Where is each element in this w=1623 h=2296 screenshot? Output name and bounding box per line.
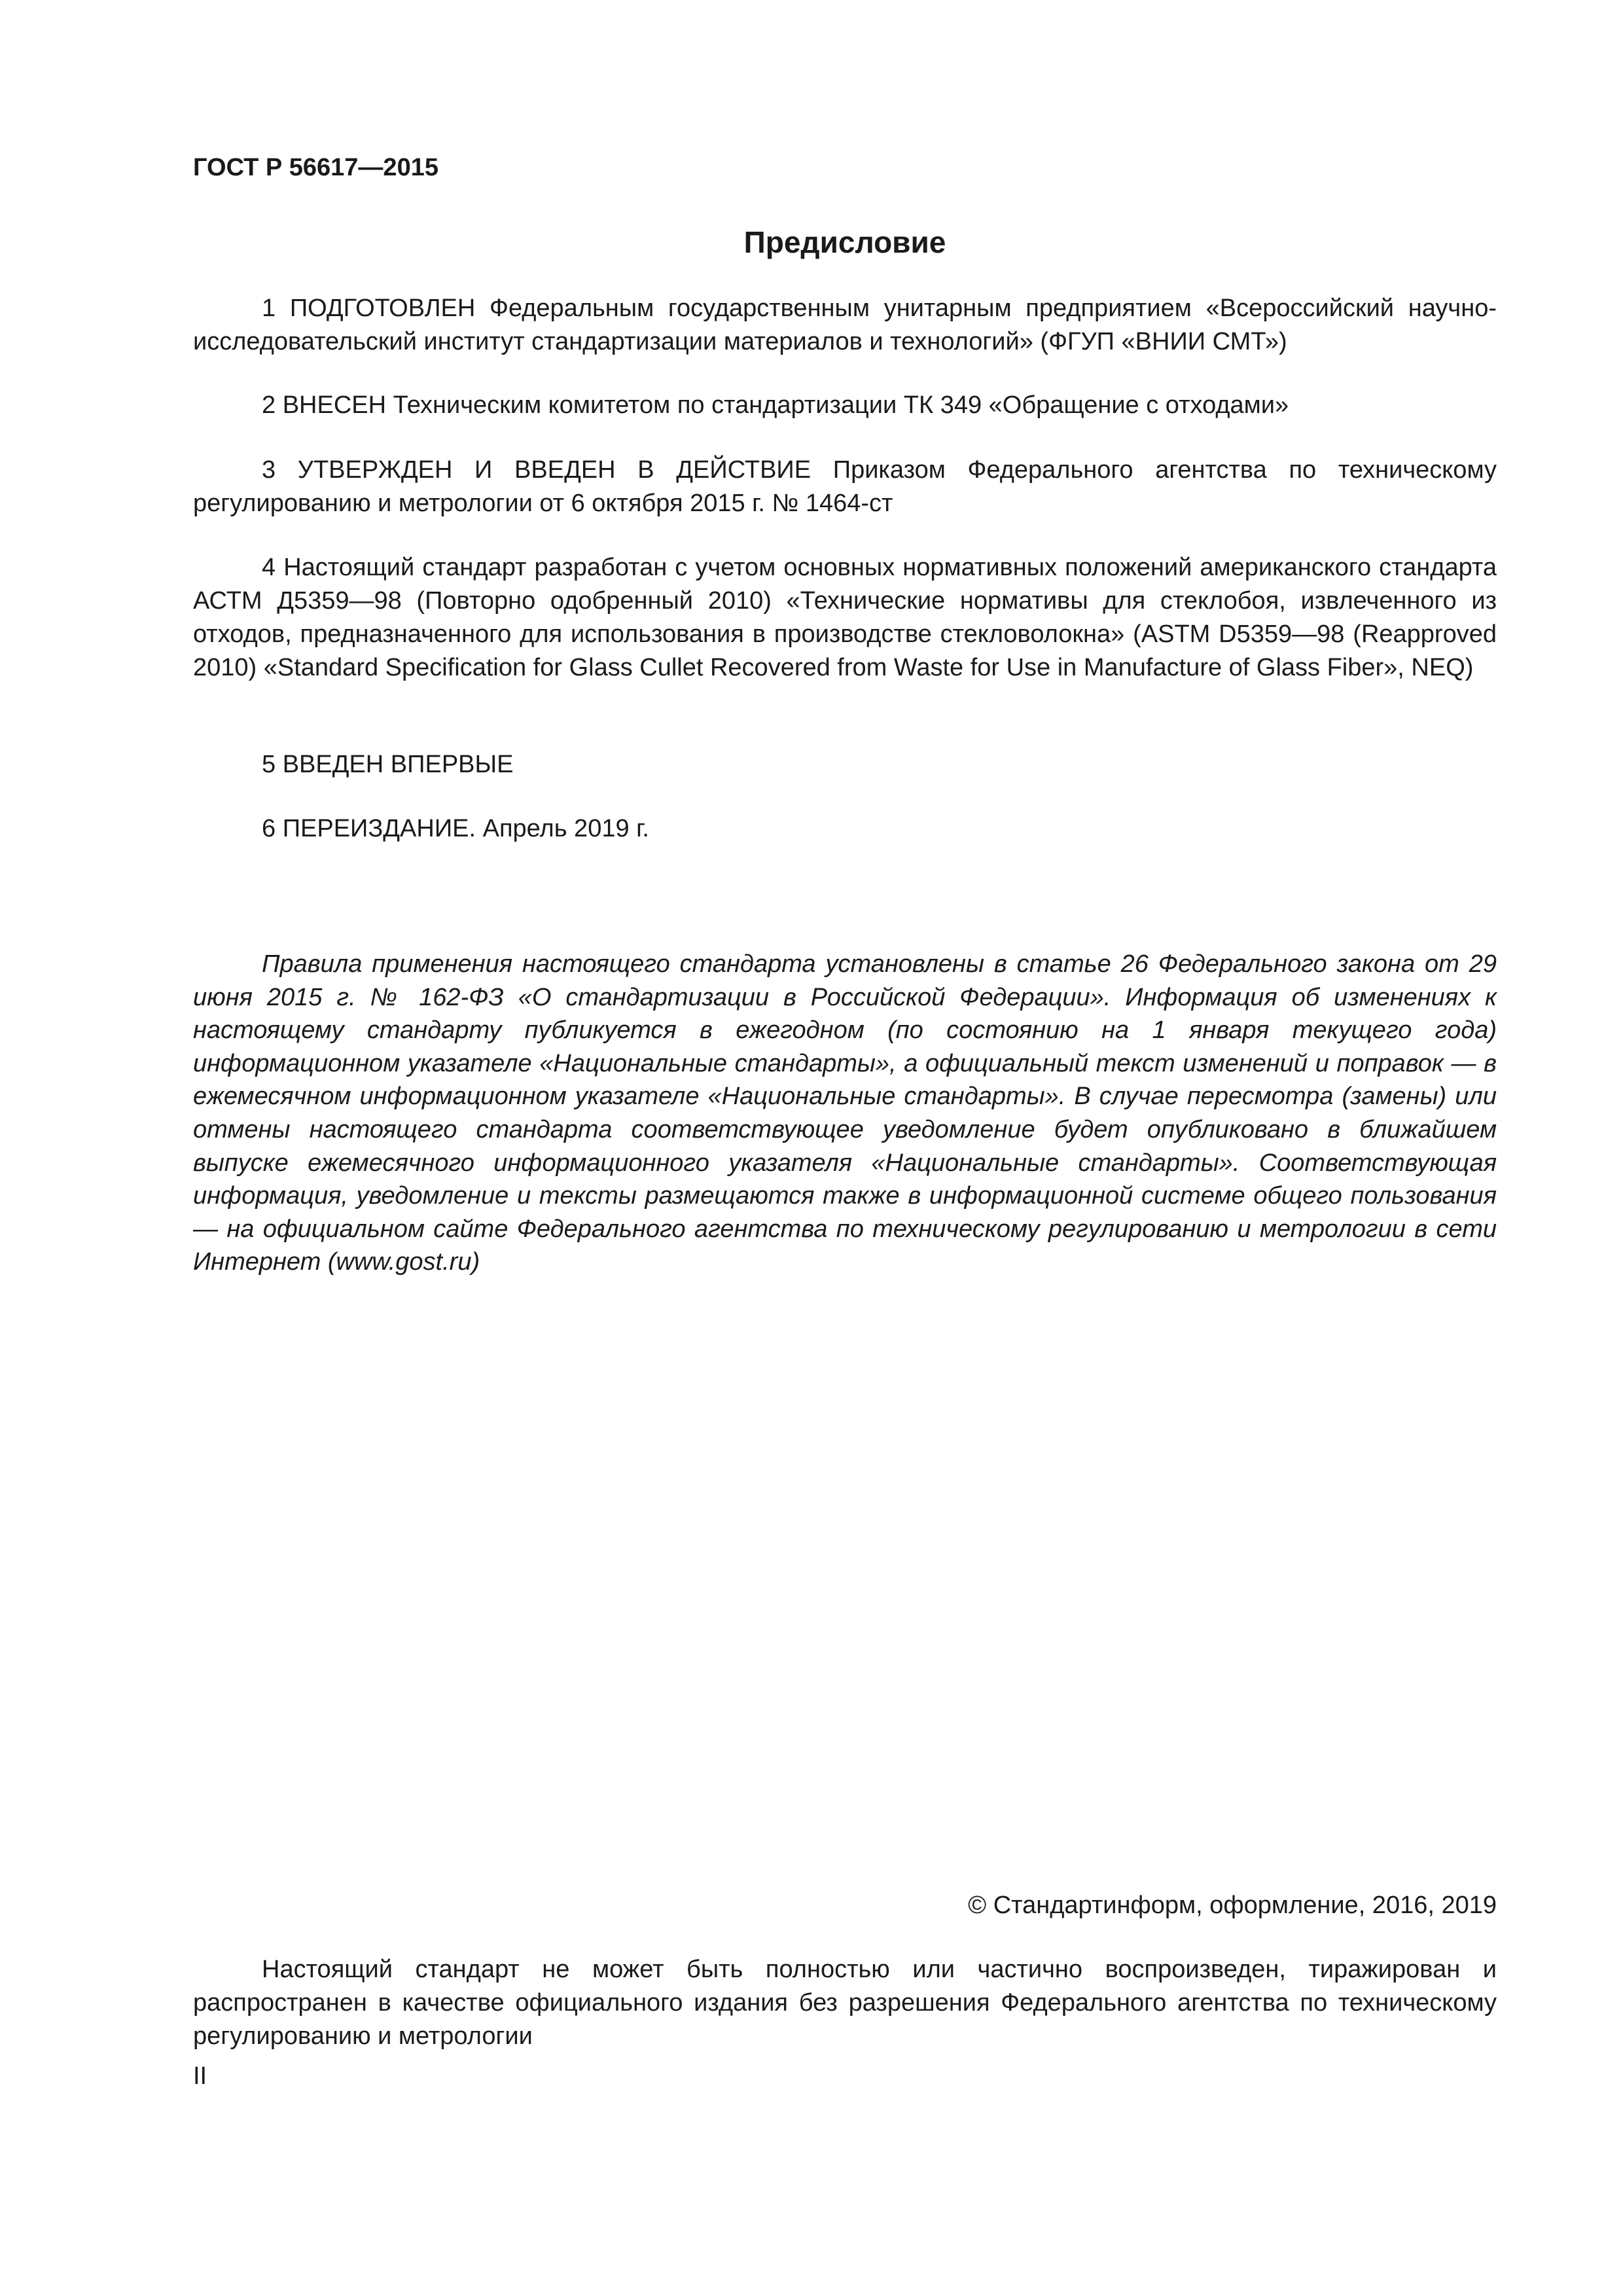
- page-number: II: [193, 2062, 207, 2090]
- foreword-item-1: 1 ПОДГОТОВЛЕН Федеральным государственным унитарным предприятием «Всероссийский научно-исследовательский институт стандартизации материалов и технологий» (ФГУП «ВНИИ СМТ»): [193, 295, 1497, 355]
- copyright-line: © Стандартинформ, оформление, 2016, 2019: [968, 1892, 1497, 1919]
- document-code: ГОСТ Р 56617—2015: [193, 154, 438, 181]
- foreword-item-5: 5 ВВЕДЕН ВПЕРВЫЕ: [262, 751, 514, 778]
- page-title: Предисловие: [743, 225, 946, 259]
- application-rules-notice: Правила применения настоящего стандарта установлены в статье 26 Федерального закона от 29 июня 2015 г. № 162-ФЗ «О стандартизации в Российской Федерации». Информация об изменениях к настоящему стандарту публикуется в ежегодном (по состоянию на 1 января текущего года) информационном указателе «Национальные стандарты», а официальный текст изменений и поправок — в ежемесячном информационном указателе «Национальные стандарты». В случае пересмотра (замены) или отмены настоящего стандарта соответствующее уведомление будет опубликовано в ближайшем выпуске ежемесячного информационного указателя «Национальные стандарты». Соответствующая информация, уведомление и тексты размещаются также в информационной системе общего пользования — на официальном сайте Федерального агентства по техническому регулированию и метрологии в сети Интернет (www.gost.ru): [193, 950, 1497, 1276]
- foreword-item-4: 4 Настоящий стандарт разработан с учетом основных нормативных положений американского стандарта АСТМ Д5359—98 (Повторно одобренный 2010) «Технические нормативы для стеклобоя, извлеченного из отходов, предназначенного для использования в производстве стекловолокна» (ASTM D5359—98 (Reapproved 2010) «Standard Specification for Glass Cullet Recovered from Waste for Use in Manufacture of Glass Fiber», NEQ): [193, 554, 1497, 681]
- foreword-item-6: 6 ПЕРЕИЗДАНИЕ. Апрель 2019 г.: [262, 815, 649, 842]
- foreword-item-2: 2 ВНЕСЕН Техническим комитетом по стандартизации ТК 349 «Обращение с отходами»: [262, 391, 1289, 419]
- foreword-item-3: 3 УТВЕРЖДЕН И ВВЕДЕН В ДЕЙСТВИЕ Приказом Федерального агентства по техническому регулированию и метрологии от 6 октября 2015 г. № 1464-ст: [193, 456, 1497, 517]
- reproduction-notice: Настоящий стандарт не может быть полностью или частично воспроизведен, тиражирован и распространен в качестве официального издания без разрешения Федерального агентства по техническому регулированию и метрологии: [193, 1956, 1497, 2050]
